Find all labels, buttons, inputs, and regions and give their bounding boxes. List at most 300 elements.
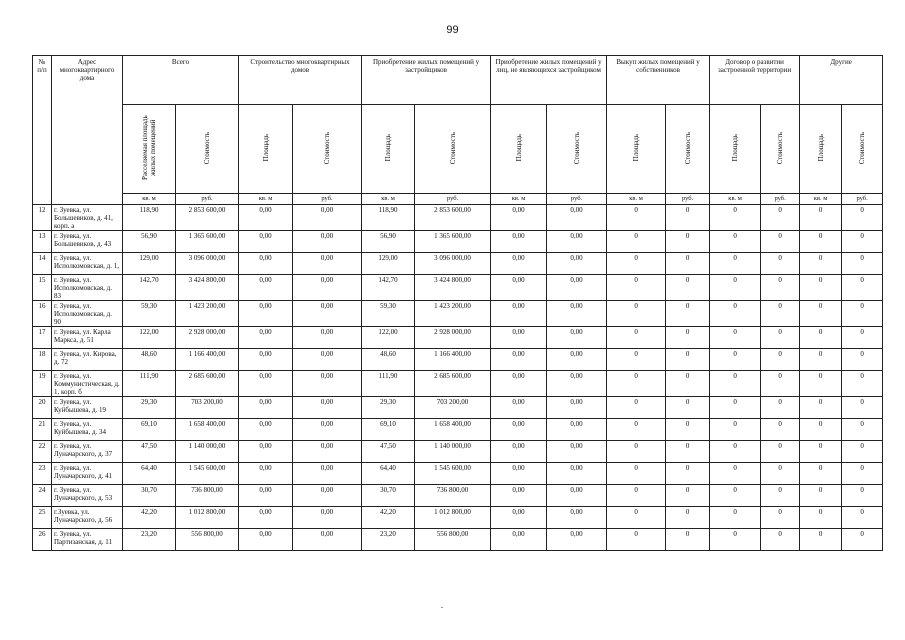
value-cell: 0 [842,529,883,551]
column-subheader-label: Площадь [384,134,393,162]
value-cell: 1 545 600,00 [415,463,491,485]
subheader-row [33,105,883,194]
value-cell: 0,00 [547,349,607,371]
value-cell: 0 [842,419,883,441]
value-cell: 2 853 600,00 [176,205,239,231]
value-cell: 0,00 [491,397,547,419]
value-cell: 0,00 [239,419,293,441]
value-cell: 0 [607,463,666,485]
value-cell: 0,00 [293,441,362,463]
value-cell: 29,30 [362,397,415,419]
value-cell: 0,00 [293,397,362,419]
group-header-row [33,56,883,105]
value-cell: 1 166 400,00 [415,349,491,371]
value-cell: 0 [800,205,842,231]
table-row [33,507,883,529]
value-cell: 3 424 800,00 [176,275,239,301]
value-cell: 0,00 [491,301,547,327]
column-subheader [761,105,800,194]
group-header-development-agreement: Договор о развитии застроенной территории [710,56,800,105]
column-subheader-label: Стоимость [683,131,692,165]
value-cell: 129,00 [362,253,415,275]
unit-cell: руб. [415,194,491,205]
column-subheader-label: Площадь [816,134,825,162]
value-cell: 0 [761,441,800,463]
address-cell: г. Зуевка, ул. Карла Маркса, д. 51 [52,327,123,349]
value-cell: 142,70 [362,275,415,301]
value-cell: 0,00 [491,419,547,441]
unit-cell: руб. [176,194,239,205]
address-cell: г. Зуевка, ул. Большевиков, д. 43 [52,231,123,253]
value-cell: 736 800,00 [415,485,491,507]
value-cell: 47,50 [362,441,415,463]
table-row [33,463,883,485]
value-cell: 0 [666,419,710,441]
value-cell: 30,70 [362,485,415,507]
value-cell: 0 [710,327,761,349]
value-cell: 0 [800,371,842,397]
row-number: 23 [33,463,52,485]
unit-cell: кв. м [710,194,761,205]
column-subheader [239,105,293,194]
row-number: 25 [33,507,52,529]
value-cell: 48,60 [123,349,176,371]
value-cell: 0 [607,301,666,327]
column-subheader-label: Стоимость [858,131,867,165]
value-cell: 0,00 [547,441,607,463]
value-cell: 142,70 [123,275,176,301]
value-cell: 0,00 [491,231,547,253]
value-cell: 0 [666,205,710,231]
value-cell: 129,00 [123,253,176,275]
group-header-total: Всего [123,56,239,105]
address-cell: г. Зуевка, ул. Исполкомовская, д. 90 [52,301,123,327]
value-cell: 0,00 [293,275,362,301]
value-cell: 0,00 [491,441,547,463]
value-cell: 1 140 000,00 [415,441,491,463]
value-cell: 0,00 [491,275,547,301]
unit-cell: кв. м [362,194,415,205]
value-cell: 0 [842,349,883,371]
unit-cell: руб. [293,194,362,205]
address-cell: г. Зуевка, ул. Коммунистическая, д. 1, корп. б [52,371,123,397]
value-cell: 0 [761,349,800,371]
value-cell: 0 [710,205,761,231]
value-cell: 0 [607,327,666,349]
value-cell: 0,00 [491,507,547,529]
value-cell: 0,00 [293,205,362,231]
value-cell: 2 928 000,00 [176,327,239,349]
value-cell: 0 [800,397,842,419]
address-cell: г. Зуевка, ул. Луначарского, д. 41 [52,463,123,485]
value-cell: 0 [800,349,842,371]
value-cell: 0 [666,253,710,275]
value-cell: 3 096 000,00 [176,253,239,275]
value-cell: 0 [800,253,842,275]
value-cell: 29,30 [123,397,176,419]
table-row [33,397,883,419]
value-cell: 0 [607,205,666,231]
value-cell: 59,30 [362,301,415,327]
address-cell: г. Зуевка, ул. Партизанская, д. 11 [52,529,123,551]
table-row [33,253,883,275]
group-header-construction: Строительство многоквартирных домов [239,56,362,105]
value-cell: 0,00 [293,301,362,327]
value-cell: 0,00 [293,253,362,275]
value-cell: 0 [761,327,800,349]
value-cell: 0 [842,301,883,327]
value-cell: 0,00 [547,301,607,327]
value-cell: 1 658 400,00 [176,419,239,441]
value-cell: 703 200,00 [415,397,491,419]
value-cell: 0 [607,275,666,301]
value-cell: 0 [607,397,666,419]
column-subheader [710,105,761,194]
table-row [33,231,883,253]
value-cell: 0,00 [239,371,293,397]
unit-cell: руб. [761,194,800,205]
value-cell: 0 [666,529,710,551]
column-subheader [800,105,842,194]
value-cell: 0,00 [293,349,362,371]
value-cell: 1 365 600,00 [415,231,491,253]
value-cell: 0,00 [491,485,547,507]
value-cell: 0 [710,419,761,441]
table-row [33,327,883,349]
column-subheader-label: Стоимость [448,131,457,165]
value-cell: 0,00 [239,349,293,371]
value-cell: 0 [666,507,710,529]
address-cell: г. Зуевка, ул. Куйбышева, д. 34 [52,419,123,441]
value-cell: 0,00 [239,301,293,327]
value-cell: 0,00 [293,485,362,507]
value-cell: 0 [761,275,800,301]
value-cell: 1 012 800,00 [176,507,239,529]
value-cell: 0 [666,371,710,397]
value-cell: 0 [666,231,710,253]
value-cell: 0 [842,397,883,419]
column-subheader [176,105,239,194]
address-cell: г. Зуевка, ул. Исполкомовская, д. 1, [52,253,123,275]
column-subheader-label: Площадь [632,134,641,162]
value-cell: 1 423 200,00 [176,301,239,327]
column-subheader [547,105,607,194]
value-cell: 0 [800,441,842,463]
value-cell: 0,00 [239,205,293,231]
value-cell: 1 423 200,00 [415,301,491,327]
address-cell: г. Зуевка, ул. Кирова, д. 72 [52,349,123,371]
row-number: 21 [33,419,52,441]
value-cell: 556 800,00 [176,529,239,551]
column-subheader-label: Площадь [731,134,740,162]
row-number: 20 [33,397,52,419]
unit-cell: кв. м [239,194,293,205]
value-cell: 0,00 [547,253,607,275]
unit-cell: кв. м [607,194,666,205]
value-cell: 69,10 [362,419,415,441]
value-cell: 2 685 600,00 [415,371,491,397]
row-number: 15 [33,275,52,301]
value-cell: 56,90 [362,231,415,253]
column-subheader [415,105,491,194]
table-body [33,205,883,551]
value-cell: 736 800,00 [176,485,239,507]
value-cell: 0,00 [547,275,607,301]
value-cell: 0,00 [491,253,547,275]
value-cell: 0,00 [491,371,547,397]
value-cell: 0 [607,371,666,397]
value-cell: 0 [800,301,842,327]
value-cell: 0,00 [293,419,362,441]
value-cell: 1 658 400,00 [415,419,491,441]
value-cell: 0 [607,231,666,253]
value-cell: 2 928 000,00 [415,327,491,349]
row-number: 22 [33,441,52,463]
row-number: 18 [33,349,52,371]
group-header-purchase-non-developers: Приобретение жилых помещений у лиц, не являющихся застройщиком [491,56,607,105]
table-row [33,485,883,507]
value-cell: 2 853 600,00 [415,205,491,231]
value-cell: 0 [842,275,883,301]
address-cell: г. Зуевка, ул. Куйбышева, д. 19 [52,397,123,419]
value-cell: 703 200,00 [176,397,239,419]
value-cell: 0 [607,441,666,463]
column-subheader-label: Стоимость [323,131,332,165]
value-cell: 0,00 [239,231,293,253]
value-cell: 0 [607,529,666,551]
value-cell: 0 [666,349,710,371]
value-cell: 0,00 [547,371,607,397]
value-cell: 0 [800,529,842,551]
value-cell: 0,00 [491,327,547,349]
value-cell: 0 [710,485,761,507]
value-cell: 0,00 [491,463,547,485]
value-cell: 42,20 [123,507,176,529]
value-cell: 0,00 [491,529,547,551]
value-cell: 0 [842,371,883,397]
unit-cell: кв. м [800,194,842,205]
value-cell: 0 [607,419,666,441]
group-header-buyout: Выкуп жилых помещений у собственников [607,56,710,105]
unit-cell: руб. [842,194,883,205]
value-cell: 0 [666,485,710,507]
value-cell: 0 [607,485,666,507]
value-cell: 69,10 [123,419,176,441]
table-row [33,275,883,301]
value-cell: 0,00 [239,253,293,275]
value-cell: 0 [800,231,842,253]
value-cell: 122,00 [362,327,415,349]
value-cell: 0 [800,507,842,529]
table-row [33,349,883,371]
value-cell: 59,30 [123,301,176,327]
value-cell: 0,00 [547,327,607,349]
value-cell: 2 685 600,00 [176,371,239,397]
value-cell: 0,00 [239,463,293,485]
unit-cell: руб. [547,194,607,205]
value-cell: 0 [842,327,883,349]
column-subheader [293,105,362,194]
value-cell: 118,90 [362,205,415,231]
unit-cell: кв. м [123,194,176,205]
value-cell: 0 [761,371,800,397]
value-cell: 0,00 [293,529,362,551]
value-cell: 0 [710,349,761,371]
row-number: 16 [33,301,52,327]
value-cell: 0 [710,463,761,485]
value-cell: 0 [800,463,842,485]
column-subheader-label: Расселяемая площадь жилых помещений [141,115,157,181]
value-cell: 0 [842,231,883,253]
value-cell: 0,00 [547,507,607,529]
value-cell: 0 [800,419,842,441]
column-header-address: Адрес многоквартирного дома [52,56,123,205]
value-cell: 47,50 [123,441,176,463]
value-cell: 0 [761,397,800,419]
value-cell: 0,00 [239,327,293,349]
value-cell: 0 [842,253,883,275]
column-subheader-label: Площадь [514,134,523,162]
value-cell: 3 424 800,00 [415,275,491,301]
value-cell: 0 [666,397,710,419]
value-cell: 0,00 [239,485,293,507]
value-cell: 1 545 600,00 [176,463,239,485]
value-cell: 0 [666,463,710,485]
value-cell: 122,00 [123,327,176,349]
address-cell: г. Зуевка, ул. Исполкомовская, д. 83 [52,275,123,301]
table-row [33,441,883,463]
column-subheader [491,105,547,194]
units-row [33,194,883,205]
value-cell: 0,00 [547,463,607,485]
value-cell: 56,90 [123,231,176,253]
value-cell: 0 [842,485,883,507]
value-cell: 0 [761,301,800,327]
row-number: 24 [33,485,52,507]
value-cell: 0,00 [293,371,362,397]
value-cell: 0 [842,463,883,485]
value-cell: 0,00 [239,397,293,419]
value-cell: 0 [710,397,761,419]
value-cell: 0,00 [239,529,293,551]
value-cell: 0,00 [547,231,607,253]
value-cell: 0 [710,371,761,397]
value-cell: 0 [761,205,800,231]
value-cell: 0,00 [293,463,362,485]
value-cell: 0 [800,327,842,349]
value-cell: 1 012 800,00 [415,507,491,529]
unit-cell: руб. [666,194,710,205]
value-cell: 0,00 [547,205,607,231]
address-cell: г. Зуевка, ул. Луначарского, д. 53 [52,485,123,507]
value-cell: 64,40 [123,463,176,485]
table-row [33,419,883,441]
address-cell: г. Зуевка, ул. Большевиков, д. 41, корп. а [52,205,123,231]
row-number: 19 [33,371,52,397]
value-cell: 0 [842,507,883,529]
value-cell: 42,20 [362,507,415,529]
table-row [33,301,883,327]
row-number: 12 [33,205,52,231]
column-subheader [842,105,883,194]
value-cell: 23,20 [123,529,176,551]
column-subheader-label: Стоимость [776,131,785,165]
address-cell: г.Зуевка, ул. Луначарского, д. 56 [52,507,123,529]
value-cell: 1 166 400,00 [176,349,239,371]
value-cell: 0 [761,419,800,441]
value-cell: 118,90 [123,205,176,231]
address-cell: г. Зуевка, ул. Луначарского, д. 37 [52,441,123,463]
page-number: 99 [446,24,459,36]
value-cell: 0 [710,529,761,551]
resettlement-table [32,55,883,551]
value-cell: 48,60 [362,349,415,371]
value-cell: 0 [710,275,761,301]
value-cell: 0 [607,253,666,275]
value-cell: 0,00 [547,485,607,507]
column-subheader-label: Стоимость [572,131,581,165]
value-cell: 0,00 [239,507,293,529]
scan-speck [441,607,443,608]
value-cell: 0 [761,529,800,551]
value-cell: 1 365 600,00 [176,231,239,253]
value-cell: 111,90 [362,371,415,397]
value-cell: 0,00 [547,419,607,441]
value-cell: 0 [666,441,710,463]
group-header-purchase-developers: Приобретение жилых помещений у застройщиков [362,56,491,105]
value-cell: 556 800,00 [415,529,491,551]
row-number: 17 [33,327,52,349]
value-cell: 0,00 [547,529,607,551]
column-subheader [607,105,666,194]
column-subheader-label: Площадь [261,134,270,162]
value-cell: 0 [800,485,842,507]
value-cell: 0,00 [547,397,607,419]
table-row [33,371,883,397]
value-cell: 0 [607,349,666,371]
value-cell: 0,00 [239,275,293,301]
column-subheader [362,105,415,194]
value-cell: 0 [761,485,800,507]
value-cell: 0 [842,441,883,463]
column-subheader [123,105,176,194]
value-cell: 0 [666,301,710,327]
value-cell: 1 140 000,00 [176,441,239,463]
row-number: 26 [33,529,52,551]
group-header-other: Другие [800,56,883,105]
column-subheader [666,105,710,194]
value-cell: 0 [710,253,761,275]
value-cell: 0,00 [491,205,547,231]
value-cell: 23,20 [362,529,415,551]
value-cell: 0 [607,507,666,529]
table-row [33,205,883,231]
value-cell: 0 [710,507,761,529]
value-cell: 0 [761,231,800,253]
row-number: 13 [33,231,52,253]
value-cell: 0 [761,253,800,275]
value-cell: 0 [800,275,842,301]
value-cell: 0 [761,463,800,485]
value-cell: 0,00 [293,231,362,253]
value-cell: 64,40 [362,463,415,485]
value-cell: 0 [710,441,761,463]
value-cell: 0,00 [239,441,293,463]
value-cell: 111,90 [123,371,176,397]
table-row [33,529,883,551]
value-cell: 0 [710,301,761,327]
column-subheader-label: Стоимость [203,131,211,165]
